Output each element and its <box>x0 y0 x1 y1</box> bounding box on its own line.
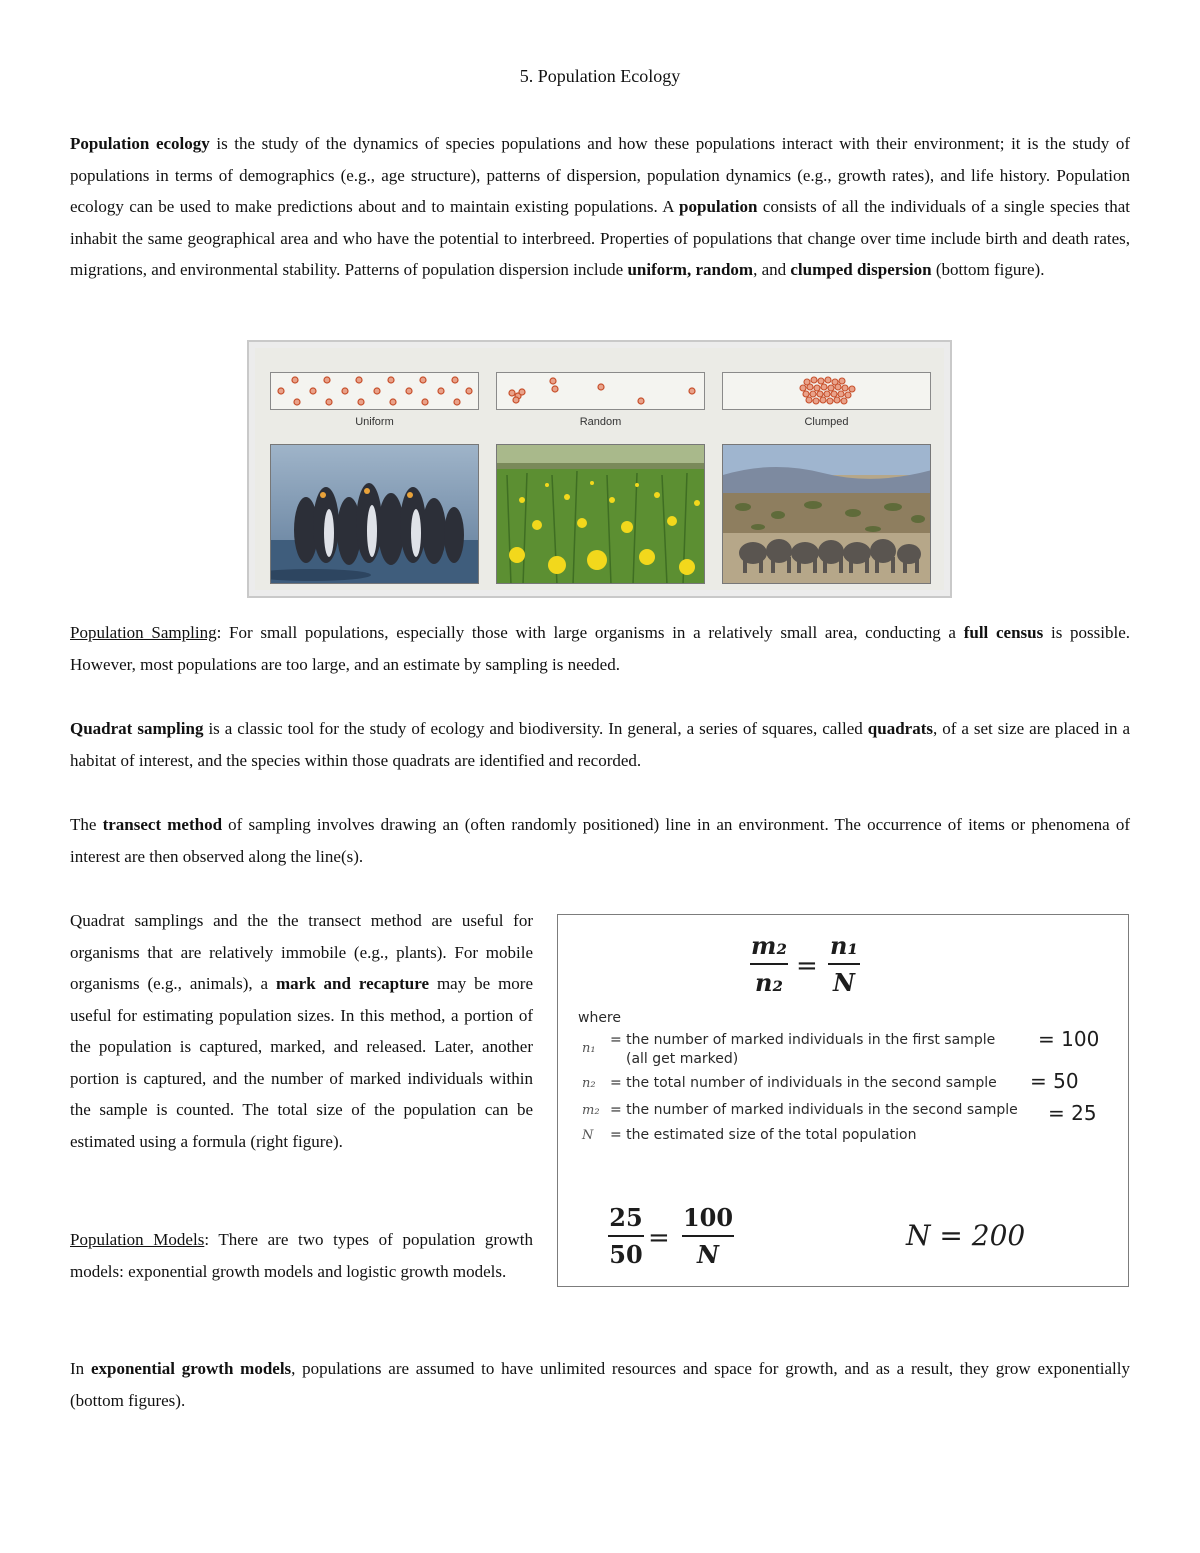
fraction-m2-n2 <box>750 931 788 997</box>
legend-text-n1-extra: (all get marked) <box>626 1051 739 1067</box>
value-n1: = 100 <box>1038 1027 1100 1051</box>
uniform-dots <box>271 373 477 408</box>
example-num-100: 100 <box>682 1203 734 1232</box>
value-n2: = 50 <box>1030 1069 1079 1093</box>
clumped-dots <box>723 373 929 408</box>
legend-symbol-N: N <box>582 1128 594 1143</box>
intro-text-3: , and <box>753 260 791 279</box>
fraction-bar <box>750 963 788 965</box>
result-N-200: N = 200 <box>906 1219 1026 1252</box>
mark-recapture-text-1: Quadrat samplings and the the transect method are useful for organisms that are relatively immobile (e.g., plants). For mobile organisms (e.g., animals), a <box>70 911 533 993</box>
example-equals-sign: = <box>648 1223 670 1253</box>
term-uniform-random: uniform, random <box>627 260 754 279</box>
example-num-25: 25 <box>609 1203 643 1232</box>
fraction-bar <box>828 963 860 965</box>
random-dispersion-box <box>496 372 705 410</box>
sampling-paragraph <box>70 617 1130 680</box>
penguins-photo <box>270 444 479 584</box>
transect-text-1: The <box>70 815 103 834</box>
uniform-label: Uniform <box>355 416 394 428</box>
clumped-label: Clumped <box>804 416 849 428</box>
exponential-text-1: In <box>70 1359 91 1378</box>
transect-text-2: of sampling involves drawing an (often randomly positioned) line in an environment. The occurrence of items or phenomena of interest are then observed along the line(s). <box>70 815 1130 866</box>
N-symbol: N <box>833 968 855 997</box>
equals-sign: = <box>796 951 818 981</box>
quadrat-paragraph <box>70 713 1130 776</box>
legend-symbol-m2: m₂ <box>582 1103 600 1118</box>
intro-text-2: consists of all the individuals of a single species that inhabit the same geographical area and who have the potential to interbreed. Properties of populations that change over time include birth and death rates, migrations, and environmental stability. Patterns of population dispersion include <box>70 197 1130 279</box>
random-label: Random <box>579 416 622 428</box>
term-clumped-dispersion: clumped dispersion <box>790 260 932 279</box>
term-exponential-growth-models: exponential growth models <box>90 1359 292 1378</box>
sampling-heading: Population Sampling <box>70 623 217 642</box>
term-population: population <box>679 197 758 216</box>
term-quadrat-sampling: Quadrat sampling <box>70 719 204 738</box>
legend-text-N: = the estimated size of the total population <box>610 1127 917 1143</box>
dispersion-figure <box>247 340 952 598</box>
uniform-dispersion-box <box>270 372 479 410</box>
quadrat-text-2: , of a set size are placed in a habitat of interest, and the species within those quadrats are identified and recorded. <box>70 719 1130 770</box>
mark-recapture-text-2: may be more useful for estimating population sizes. In this method, a portion of the population is captured, marked, and released. Later, another portion is captured, and the number of marked individuals within the sample is counted. The total size of the population can be estimated using a formula (right figure). <box>70 974 533 1151</box>
exponential-paragraph <box>70 1353 1130 1416</box>
term-mark-and-recapture: mark and recapture <box>275 974 430 993</box>
models-heading: Population Models <box>70 1230 205 1249</box>
intro-text-4: (bottom figure). <box>931 260 1045 279</box>
models-text: : There are two types of population growth models: exponential growth models and logistic growth models. <box>70 1230 533 1281</box>
example-fraction-100-N <box>682 1203 734 1269</box>
exponential-text-2: , populations are assumed to have unlimited resources and space for growth, and as a result, they grow exponentially (bottom figures). <box>70 1359 1130 1410</box>
term-population-ecology: Population ecology <box>70 134 210 153</box>
term-transect-method: transect method <box>102 815 223 834</box>
example-den-50: 50 <box>609 1240 643 1269</box>
intro-paragraph <box>70 128 1130 286</box>
sampling-text-1: : For small populations, especially those with large organisms in a relatively small area, conducting a <box>216 623 964 642</box>
n1-symbol: n₁ <box>830 931 858 960</box>
transect-paragraph <box>70 809 1130 872</box>
fraction-n1-N <box>828 931 860 997</box>
legend-symbol-n2: n₂ <box>582 1076 596 1091</box>
m2-symbol: m₂ <box>751 931 787 960</box>
term-full-census: full census <box>963 623 1044 642</box>
n2-symbol: n₂ <box>755 968 783 997</box>
clumped-dispersion-box <box>722 372 931 410</box>
legend-text-m2: = the number of marked individuals in the second sample <box>610 1102 1018 1118</box>
legend-text-n1: = the number of marked individuals in the first sample <box>610 1032 996 1048</box>
example-fraction-25-50 <box>608 1203 644 1269</box>
page-title: 5. Population Ecology <box>519 66 681 86</box>
models-paragraph <box>70 1224 533 1287</box>
meadow-photo <box>496 444 705 584</box>
mark-recapture-formula-box <box>557 914 1129 1287</box>
term-quadrats: quadrats <box>867 719 933 738</box>
legend-symbol-n1: n₁ <box>582 1041 596 1056</box>
legend-text-n2: = the total number of individuals in the second sample <box>610 1075 997 1091</box>
elephants-photo <box>722 444 931 584</box>
fraction-bar <box>682 1235 734 1237</box>
quadrat-text-1: is a classic tool for the study of ecology and biodiversity. In general, a series of squares, called <box>203 719 868 738</box>
random-dots <box>497 373 703 408</box>
example-den-N: N <box>697 1240 719 1269</box>
where-label: where <box>578 1010 621 1026</box>
value-m2: = 25 <box>1048 1101 1097 1125</box>
fraction-bar <box>608 1235 644 1237</box>
intro-text-1: is the study of the dynamics of species populations and how these populations interact with their environment; it is the study of populations in terms of demographics (e.g., age structure), patterns of dispersion, population dynamics (e.g., growth rates), and life history. Population ecology can be used to make predictions about and to maintain existing populations. A <box>70 134 1130 216</box>
mark-recapture-paragraph <box>70 905 533 1157</box>
sampling-text-2: is possible. However, most populations are too large, and an estimate by sampling is needed. <box>70 623 1131 674</box>
